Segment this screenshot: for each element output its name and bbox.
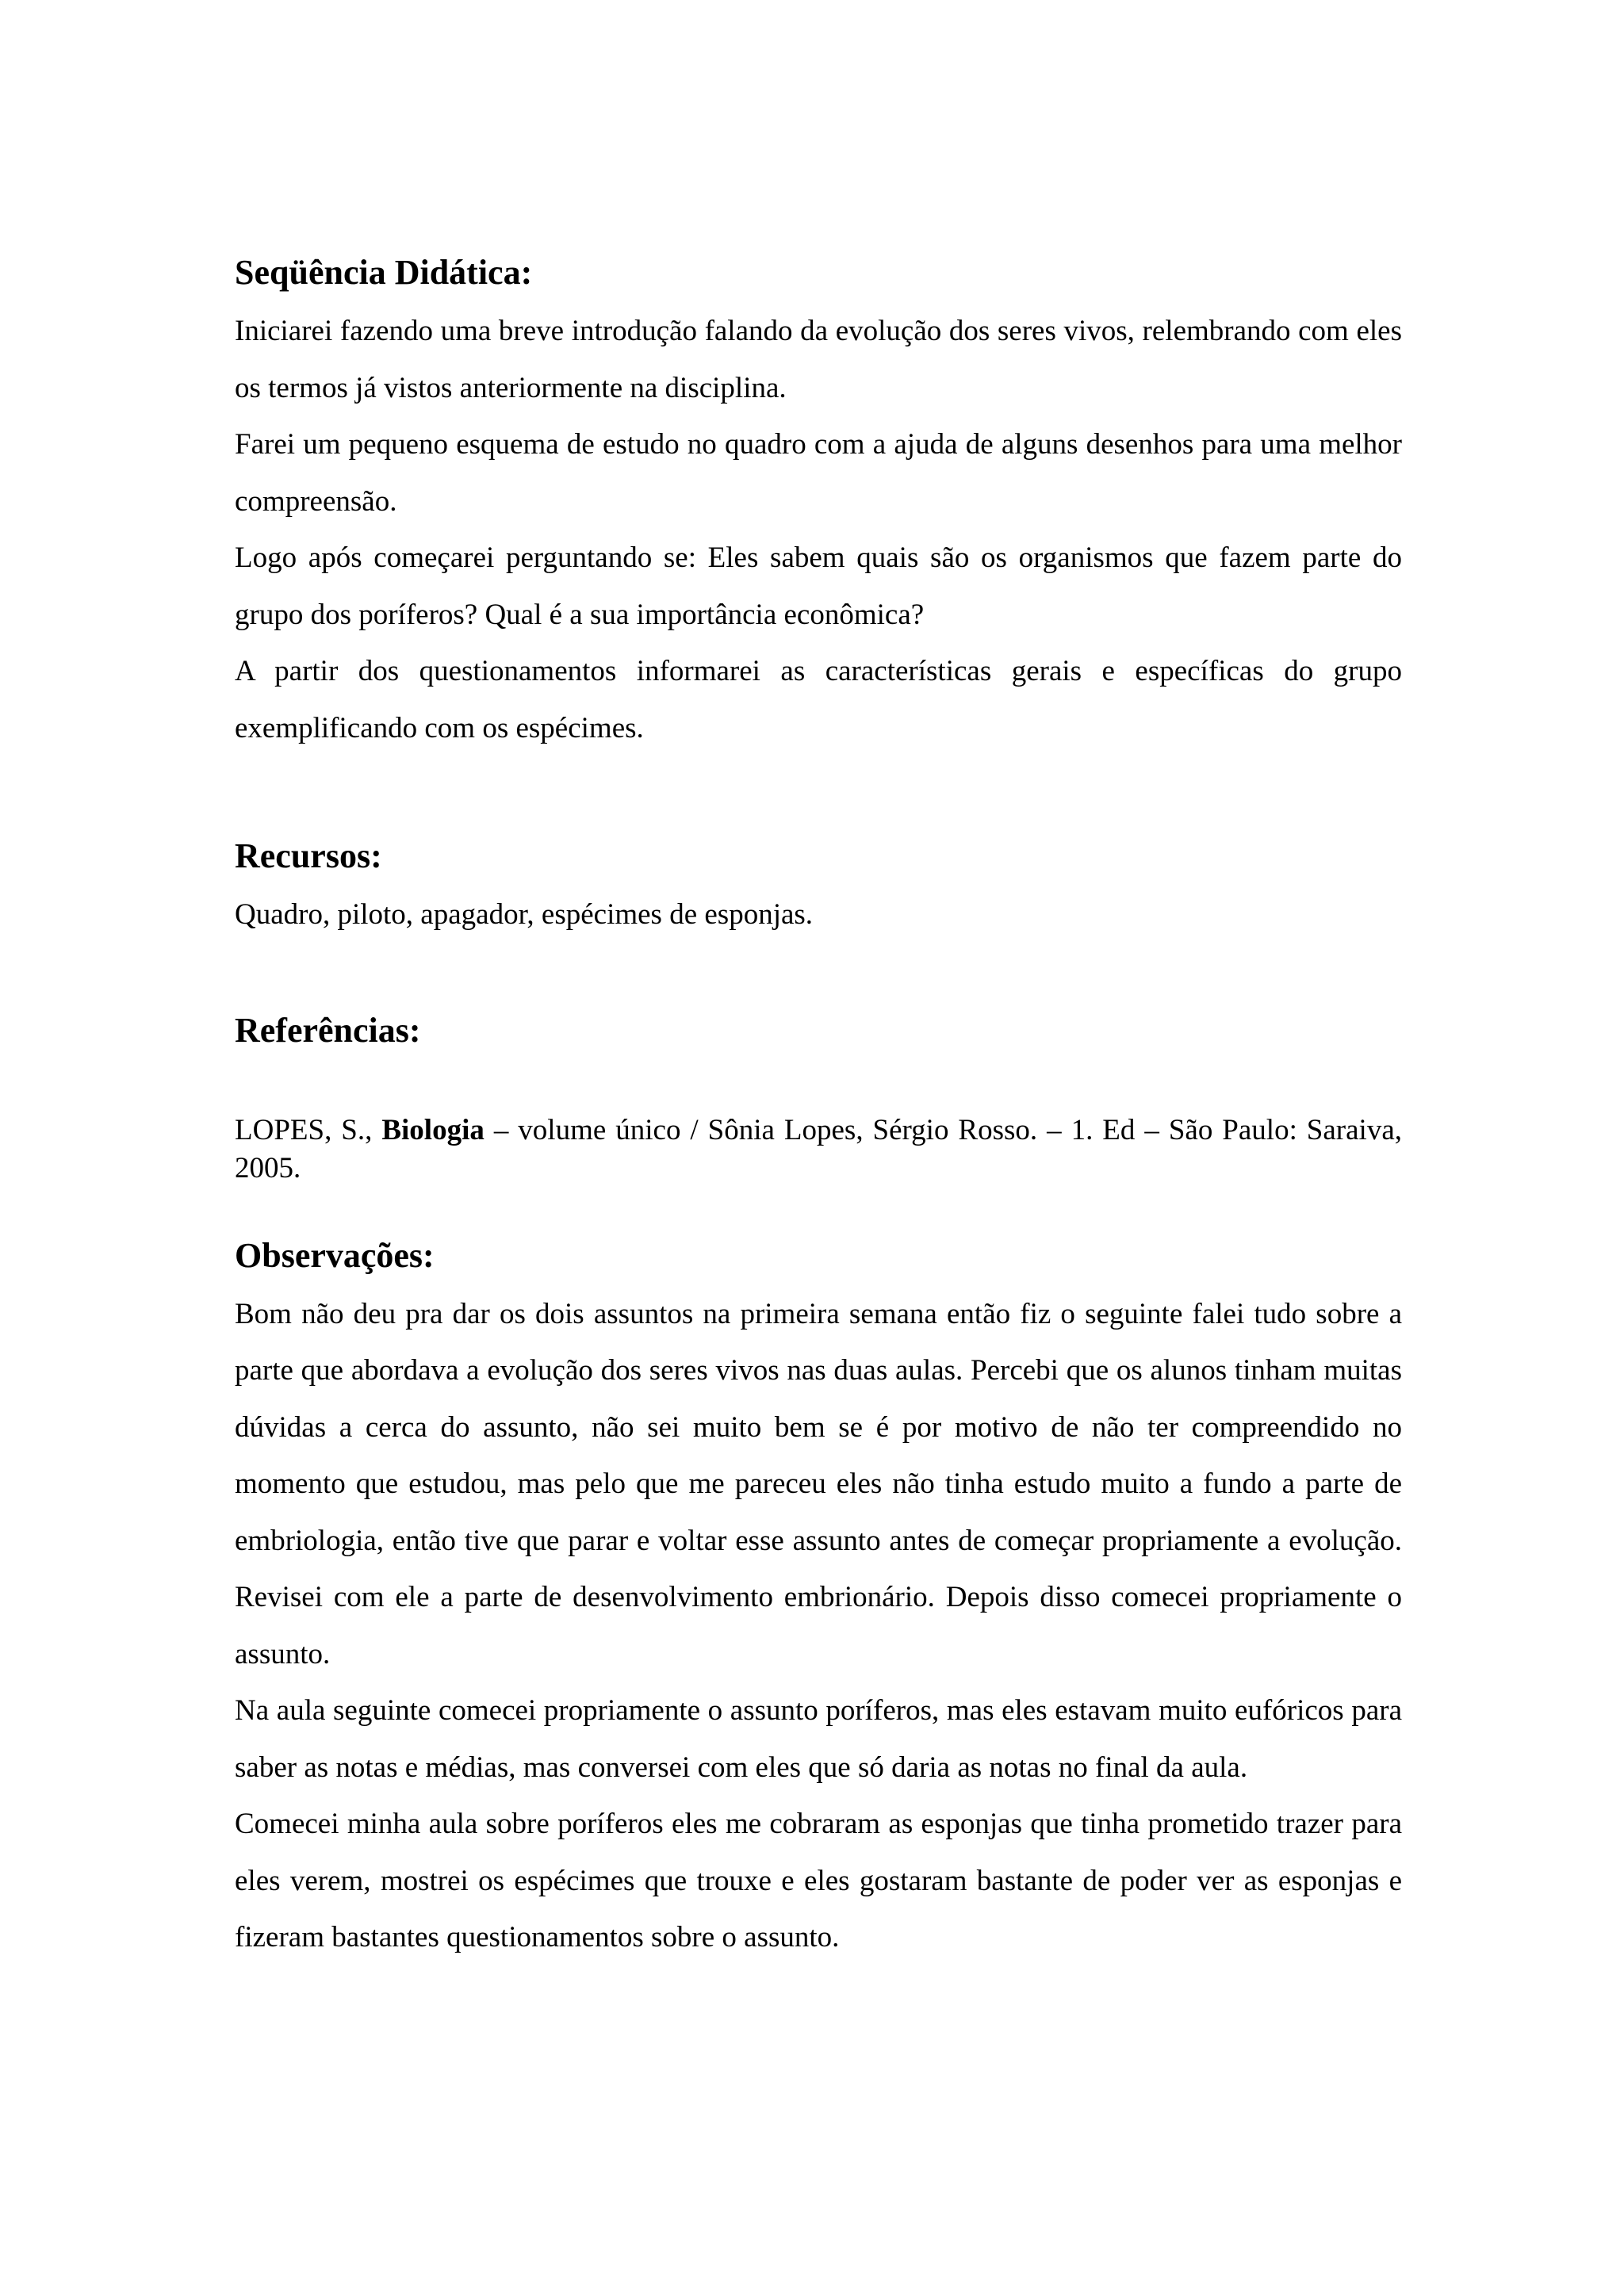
section-heading-sequencia: Seqüência Didática:: [235, 253, 533, 292]
observacoes-paragraph: Bom não deu pra dar os dois assuntos na primeira semana então fiz o seguinte falei tudo sobre a parte que abordava a evolução dos seres vivos nas duas aulas. Percebi que os alunos tinham muitas dúvidas a cerca do assunto, não sei muito bem se é por motivo de não ter compreendido no momento que estudou, mas pelo que me pareceu eles não tinha estudo muito a fundo a parte de embriologia, então tive que parar e voltar esse assunto antes de começar propriamente a evolução. Revisei com ele a parte de desenvolvimento embrionário. Depois disso comecei propriamente o assunto.: [235, 1297, 1402, 1670]
recursos-text: Quadro, piloto, apagador, espécimes de esponjas.: [235, 898, 814, 931]
section-heading-referencias: Referências:: [235, 1010, 421, 1050]
section-heading-observacoes: Observações:: [235, 1235, 435, 1275]
sequencia-paragraph: A partir dos questionamentos informarei as características gerais e específicas do grupo exemplificando com os espécimes.: [235, 655, 1402, 744]
sequencia-paragraph: Farei um pequeno esquema de estudo no quadro com a ajuda de alguns desenhos para uma melhor compreensão.: [235, 428, 1402, 518]
section-referencias: [235, 1001, 1402, 1226]
reference-author: LOPES, S.,: [235, 1113, 382, 1146]
section-recursos: [235, 826, 1402, 943]
sequencia-paragraph: Iniciarei fazendo uma breve introdução falando da evolução dos seres vivos, relembrando com eles os termos já vistos anteriormente na disciplina.: [235, 315, 1402, 404]
section-observacoes: [235, 1226, 1402, 1966]
reference-title: Biologia: [381, 1113, 485, 1146]
observacoes-paragraph: Na aula seguinte comecei propriamente o assunto poríferos, mas eles estavam muito eufóricos para saber as notas e médias, mas conversei com eles que só daria as notas no final da aula.: [235, 1694, 1402, 1784]
reference-entry: [235, 1112, 1402, 1188]
sequencia-paragraph: Logo após começarei perguntando se: Eles sabem quais são os organismos que fazem parte do grupo dos poríferos? Qual é a sua importância econômica?: [235, 541, 1402, 631]
section-sequencia-didatica: [235, 243, 1402, 756]
section-heading-recursos: Recursos:: [235, 836, 382, 875]
document-body: [235, 243, 1402, 1966]
observacoes-paragraph: Comecei minha aula sobre poríferos eles me cobraram as esponjas que tinha prometido trazer para eles verem, mostrei os espécimes que trouxe e eles gostaram bastante de poder ver as esponjas e fizeram bastantes questionamentos sobre o assunto.: [235, 1808, 1402, 1954]
reference-details: – volume único / Sônia Lopes, Sérgio Rosso. – 1. Ed – São Paulo: Saraiva, 2005.: [235, 1113, 1403, 1184]
